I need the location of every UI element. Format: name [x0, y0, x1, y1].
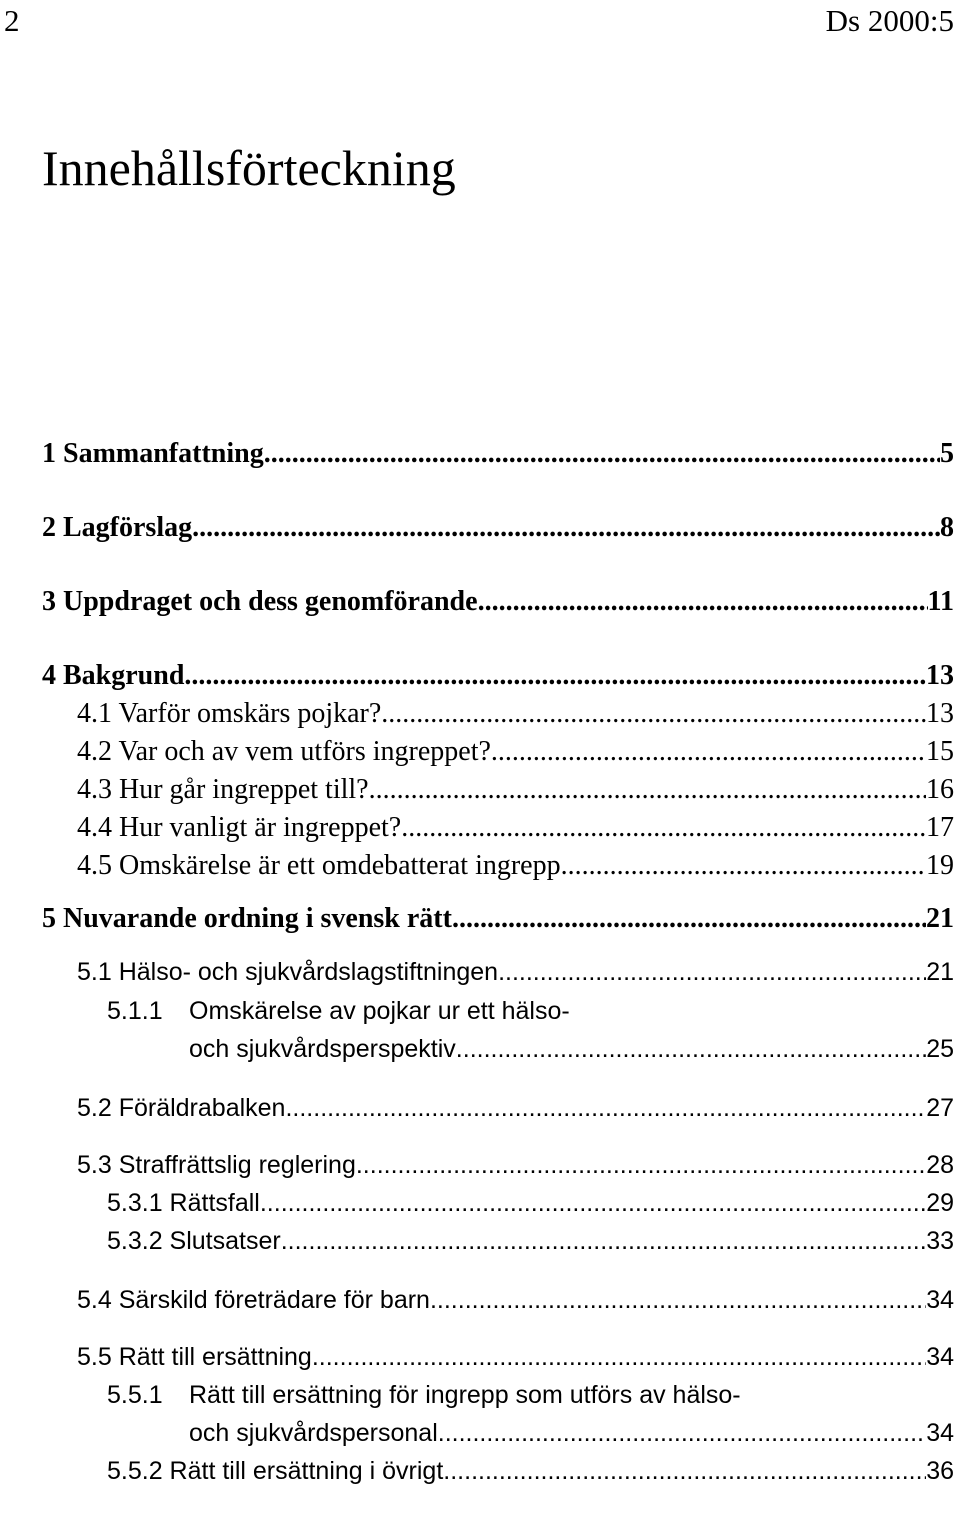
toc-entry-label: 2 Lagförslag [42, 512, 193, 543]
toc-entry[interactable] [189, 1414, 954, 1452]
toc-entry-page: 28 [926, 1151, 954, 1179]
toc-entry-page: 29 [926, 1189, 954, 1217]
toc-leader-dots [260, 1184, 926, 1222]
toc-entry[interactable] [189, 1030, 954, 1068]
toc-entry-page: 13 [926, 660, 954, 691]
toc-entry-label: 3 Uppdraget och dess genomförande [42, 586, 478, 617]
toc-entry-label: 4.4 Hur vanligt är ingreppet? [77, 812, 402, 843]
toc-entry-page: 15 [926, 736, 954, 767]
toc-entry-label: 4.2 Var och av vem utförs ingreppet? [77, 736, 491, 767]
toc-entry[interactable] [42, 900, 954, 938]
toc-entry-label: 4.5 Omskärelse är ett omdebatterat ingrepp [77, 850, 561, 881]
toc-leader-dots [498, 953, 926, 991]
toc-entry-label: 5.5.2 Rätt till ersättning i övrigt [107, 1457, 444, 1485]
toc-leader-dots [192, 509, 940, 547]
toc-leader-dots [561, 847, 926, 885]
toc-entry[interactable] [77, 695, 954, 733]
toc-leader-dots [285, 1089, 926, 1127]
toc-leader-dots [478, 583, 928, 621]
toc-entry-label-continued: och sjukvårdsperspektiv [189, 1035, 456, 1063]
toc-entry-label: 1 Sammanfattning [42, 438, 264, 469]
toc-leader-dots [452, 900, 926, 938]
toc-entry-page: 11 [927, 586, 954, 617]
toc-entry[interactable] [77, 1089, 954, 1127]
toc-entry[interactable] [77, 847, 954, 885]
toc-entry[interactable] [77, 1281, 954, 1319]
toc-entry-label: 5.3.1 Rättsfall [107, 1189, 260, 1217]
toc-entry[interactable] [107, 1222, 954, 1260]
toc-entry[interactable] [77, 1338, 954, 1376]
toc-entry-page: 17 [926, 812, 954, 843]
toc-leader-dots [401, 809, 926, 847]
toc-entry-label: 5 Nuvarande ordning i svensk rätt [42, 903, 452, 934]
toc-leader-dots [456, 1030, 926, 1068]
toc-entry[interactable] [77, 809, 954, 847]
toc-leader-dots [356, 1146, 926, 1184]
toc-entry-page: 21 [926, 903, 954, 934]
toc-leader-dots [312, 1338, 926, 1376]
toc-leader-dots [491, 733, 926, 771]
toc-entry-label: 5.3.2 Slutsatser [107, 1227, 281, 1255]
toc-entry-page: 34 [926, 1419, 954, 1447]
toc-entry[interactable] [42, 509, 954, 547]
toc-entry[interactable] [42, 583, 954, 621]
toc-entry-page: 25 [926, 1035, 954, 1063]
toc-entry-page: 16 [926, 774, 954, 805]
toc-entry-page: 5 [940, 438, 954, 469]
toc-leader-dots [369, 771, 926, 809]
toc-entry[interactable] [77, 953, 954, 991]
toc-leader-dots [281, 1222, 926, 1260]
toc-entry-page: 27 [926, 1094, 954, 1122]
toc-entry-page: 13 [926, 698, 954, 729]
toc-entry-label: 5.4 Särskild företrädare för barn [77, 1286, 430, 1314]
toc-entry[interactable] [42, 435, 954, 473]
toc-entry-label: 5.1 Hälso- och sjukvårdslagstiftningen [77, 958, 499, 986]
toc-entry-page: 36 [926, 1457, 954, 1485]
toc-entry[interactable] [77, 1146, 954, 1184]
toc-entry-page: 19 [926, 850, 954, 881]
toc-entry-label: 5.5 Rätt till ersättning [77, 1343, 312, 1371]
toc-entry-label: 5.3 Straffrättslig reglering [77, 1151, 356, 1179]
toc-entry-number: 5.5.1 [107, 1381, 163, 1409]
toc-entry-label: Omskärelse av pojkar ur ett hälso- [189, 997, 570, 1025]
toc-entry-label: 4.1 Varför omskärs pojkar? [77, 698, 382, 729]
page-number: 2 [4, 3, 20, 38]
toc-leader-dots [438, 1414, 926, 1452]
toc-entry-label: 5.2 Föräldrabalken [77, 1094, 286, 1122]
toc-entry-page: 34 [926, 1343, 954, 1371]
toc-entry[interactable] [42, 657, 954, 695]
toc-entry-page: 8 [940, 512, 954, 543]
toc-entry-first-line[interactable] [107, 992, 570, 1030]
document-id: Ds 2000:5 [825, 3, 954, 38]
toc-entry-label-continued: och sjukvårdspersonal [189, 1419, 438, 1447]
toc-entry[interactable] [107, 1452, 954, 1490]
toc-entry-first-line[interactable] [107, 1376, 741, 1414]
toc-entry-label: Rätt till ersättning för ingrepp som utförs av hälso- [189, 1381, 741, 1409]
toc-entry[interactable] [77, 733, 954, 771]
toc-leader-dots [443, 1452, 926, 1490]
toc-entry-page: 34 [926, 1286, 954, 1314]
toc-entry-page: 33 [926, 1227, 954, 1255]
page-title: Innehållsförteckning [42, 140, 456, 196]
toc-entry-label: 4 Bakgrund [42, 660, 185, 691]
toc-entry-number: 5.1.1 [107, 997, 163, 1025]
toc-entry[interactable] [107, 1184, 954, 1222]
toc-entry-page: 21 [926, 958, 954, 986]
toc-leader-dots [264, 435, 940, 473]
toc-leader-dots [184, 657, 926, 695]
toc-entry-label: 4.3 Hur går ingreppet till? [77, 774, 369, 805]
toc-leader-dots [381, 695, 926, 733]
toc-leader-dots [430, 1281, 926, 1319]
toc-entry[interactable] [77, 771, 954, 809]
